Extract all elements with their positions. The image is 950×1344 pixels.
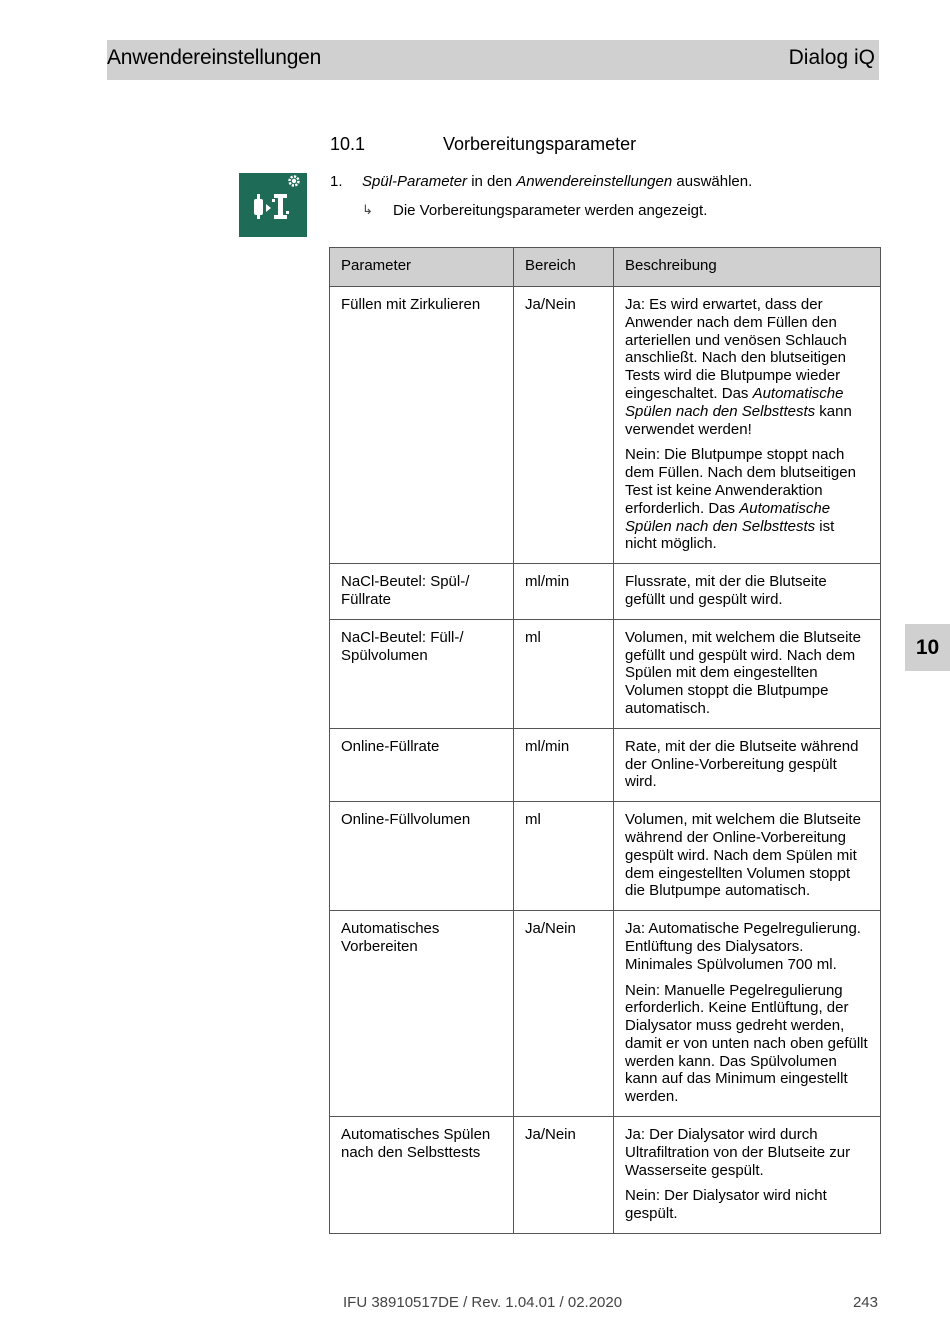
product-name: Dialog iQ (788, 46, 875, 69)
description-paragraph: Volumen, mit welchem die Blutseite während der Online-Vorbereitung gespült wird. Nach dem Spülen mit dem eingestellten Volumen stoppt die Blutpumpe automatisch. (625, 811, 861, 900)
description-paragraph: Ja: Es wird erwartet, dass der Anwender nach dem Füllen den arteriellen und venösen Schlauch anschließt. Nach den blutseitigen Tests wird die Blutpumpe wieder eingeschaltet. Das Automatische Spülen nach den Selbsttests kann verwendet werden! (625, 296, 852, 438)
range-cell: ml (514, 802, 614, 911)
parameter-cell: Online-Füllvolumen (330, 802, 514, 911)
rinse-parameters-settings-icon (239, 173, 307, 237)
description-cell (614, 1117, 881, 1234)
range-cell: ml (514, 619, 614, 728)
description-paragraph: Flussrate, mit der die Blutseite gefüllt und gespült wird. (625, 573, 827, 608)
table-row (330, 619, 881, 728)
description-paragraph: Volumen, mit welchem die Blutseite gefüllt und gespült wird. Nach dem Spülen mit dem eingestellten Volumen stoppt die Blutpumpe automatisch. (625, 628, 861, 717)
range-cell: ml/min (514, 728, 614, 801)
step-result: Die Vorbereitungsparameter werden angezeigt. (393, 202, 708, 219)
step-instruction: Spül-Parameter in den Anwendereinstellungen auswählen. (362, 173, 753, 190)
table-header-row (330, 248, 881, 287)
table-row (330, 287, 881, 564)
column-header-description: Beschreibung (614, 248, 881, 287)
parameter-cell: NaCl-Beutel: Füll-/ Spülvolumen (330, 619, 514, 728)
table-row (330, 564, 881, 620)
description-cell (614, 564, 881, 620)
description-cell (614, 287, 881, 564)
range-cell: Ja/Nein (514, 911, 614, 1117)
parameter-cell: Automatisches Spülen nach den Selbsttests (330, 1117, 514, 1234)
description-paragraph: Nein: Die Blutpumpe stoppt nach dem Füllen. Nach dem blutseitigen Test ist keine Anwenderaktion erforderlich. Das Automatische Spülen nach den Selbsttests ist nicht möglich. (625, 446, 856, 553)
description-paragraph: Ja: Der Dialysator wird durch Ultrafiltration von der Blutseite zur Wasserseite gespült. (625, 1126, 851, 1179)
step-number: 1. (330, 173, 343, 190)
table-row (330, 1117, 881, 1234)
section-number: 10.1 (330, 134, 366, 154)
range-cell: Ja/Nein (514, 287, 614, 564)
document-reference: IFU 38910517DE / Rev. 1.04.01 / 02.2020 (343, 1294, 623, 1311)
page-header (107, 40, 879, 80)
description-cell (614, 802, 881, 911)
chapter-tab: 10 (905, 624, 950, 671)
column-header-range: Bereich (514, 248, 614, 287)
range-cell: Ja/Nein (514, 1117, 614, 1234)
result-arrow-icon: ↳ (362, 202, 373, 217)
table-row (330, 728, 881, 801)
page-number: 243 (852, 1294, 878, 1311)
description-paragraph: Nein: Der Dialysator wird nicht gespült. (625, 1187, 827, 1223)
parameter-cell: Online-Füllrate (330, 728, 514, 801)
table-row (330, 802, 881, 911)
parameter-cell: Automatisches Vorbereiten (330, 911, 514, 1117)
description-cell (614, 619, 881, 728)
description-paragraph: Ja: Automatische Pegelregulierung. Entlüftung des Dialysators. Minimales Spülvolumen 700 ml. (625, 920, 861, 973)
description-paragraph: Rate, mit der die Blutseite während der Online-Vorbereitung gespült wird. (625, 737, 859, 791)
section-title: Vorbereitungsparameter (443, 134, 637, 154)
chapter-title: Anwendereinstellungen (107, 46, 322, 69)
description-paragraph: Nein: Manuelle Pegelregulierung erforderlich. Keine Entlüftung, der Dialysator muss gedreht werden, damit er von unten nach oben gefüllt werden kann. Das Spülvolumen kann auf das Minimum eingestellt werden. (625, 981, 868, 1106)
parameter-table (329, 247, 881, 1234)
description-cell (614, 911, 881, 1117)
table-row (330, 911, 881, 1117)
parameter-cell: Füllen mit Zirkulieren (330, 287, 514, 564)
column-header-parameter: Parameter (330, 248, 514, 287)
description-cell (614, 728, 881, 801)
range-cell: ml/min (514, 564, 614, 620)
parameter-cell: NaCl-Beutel: Spül-/ Füllrate (330, 564, 514, 620)
